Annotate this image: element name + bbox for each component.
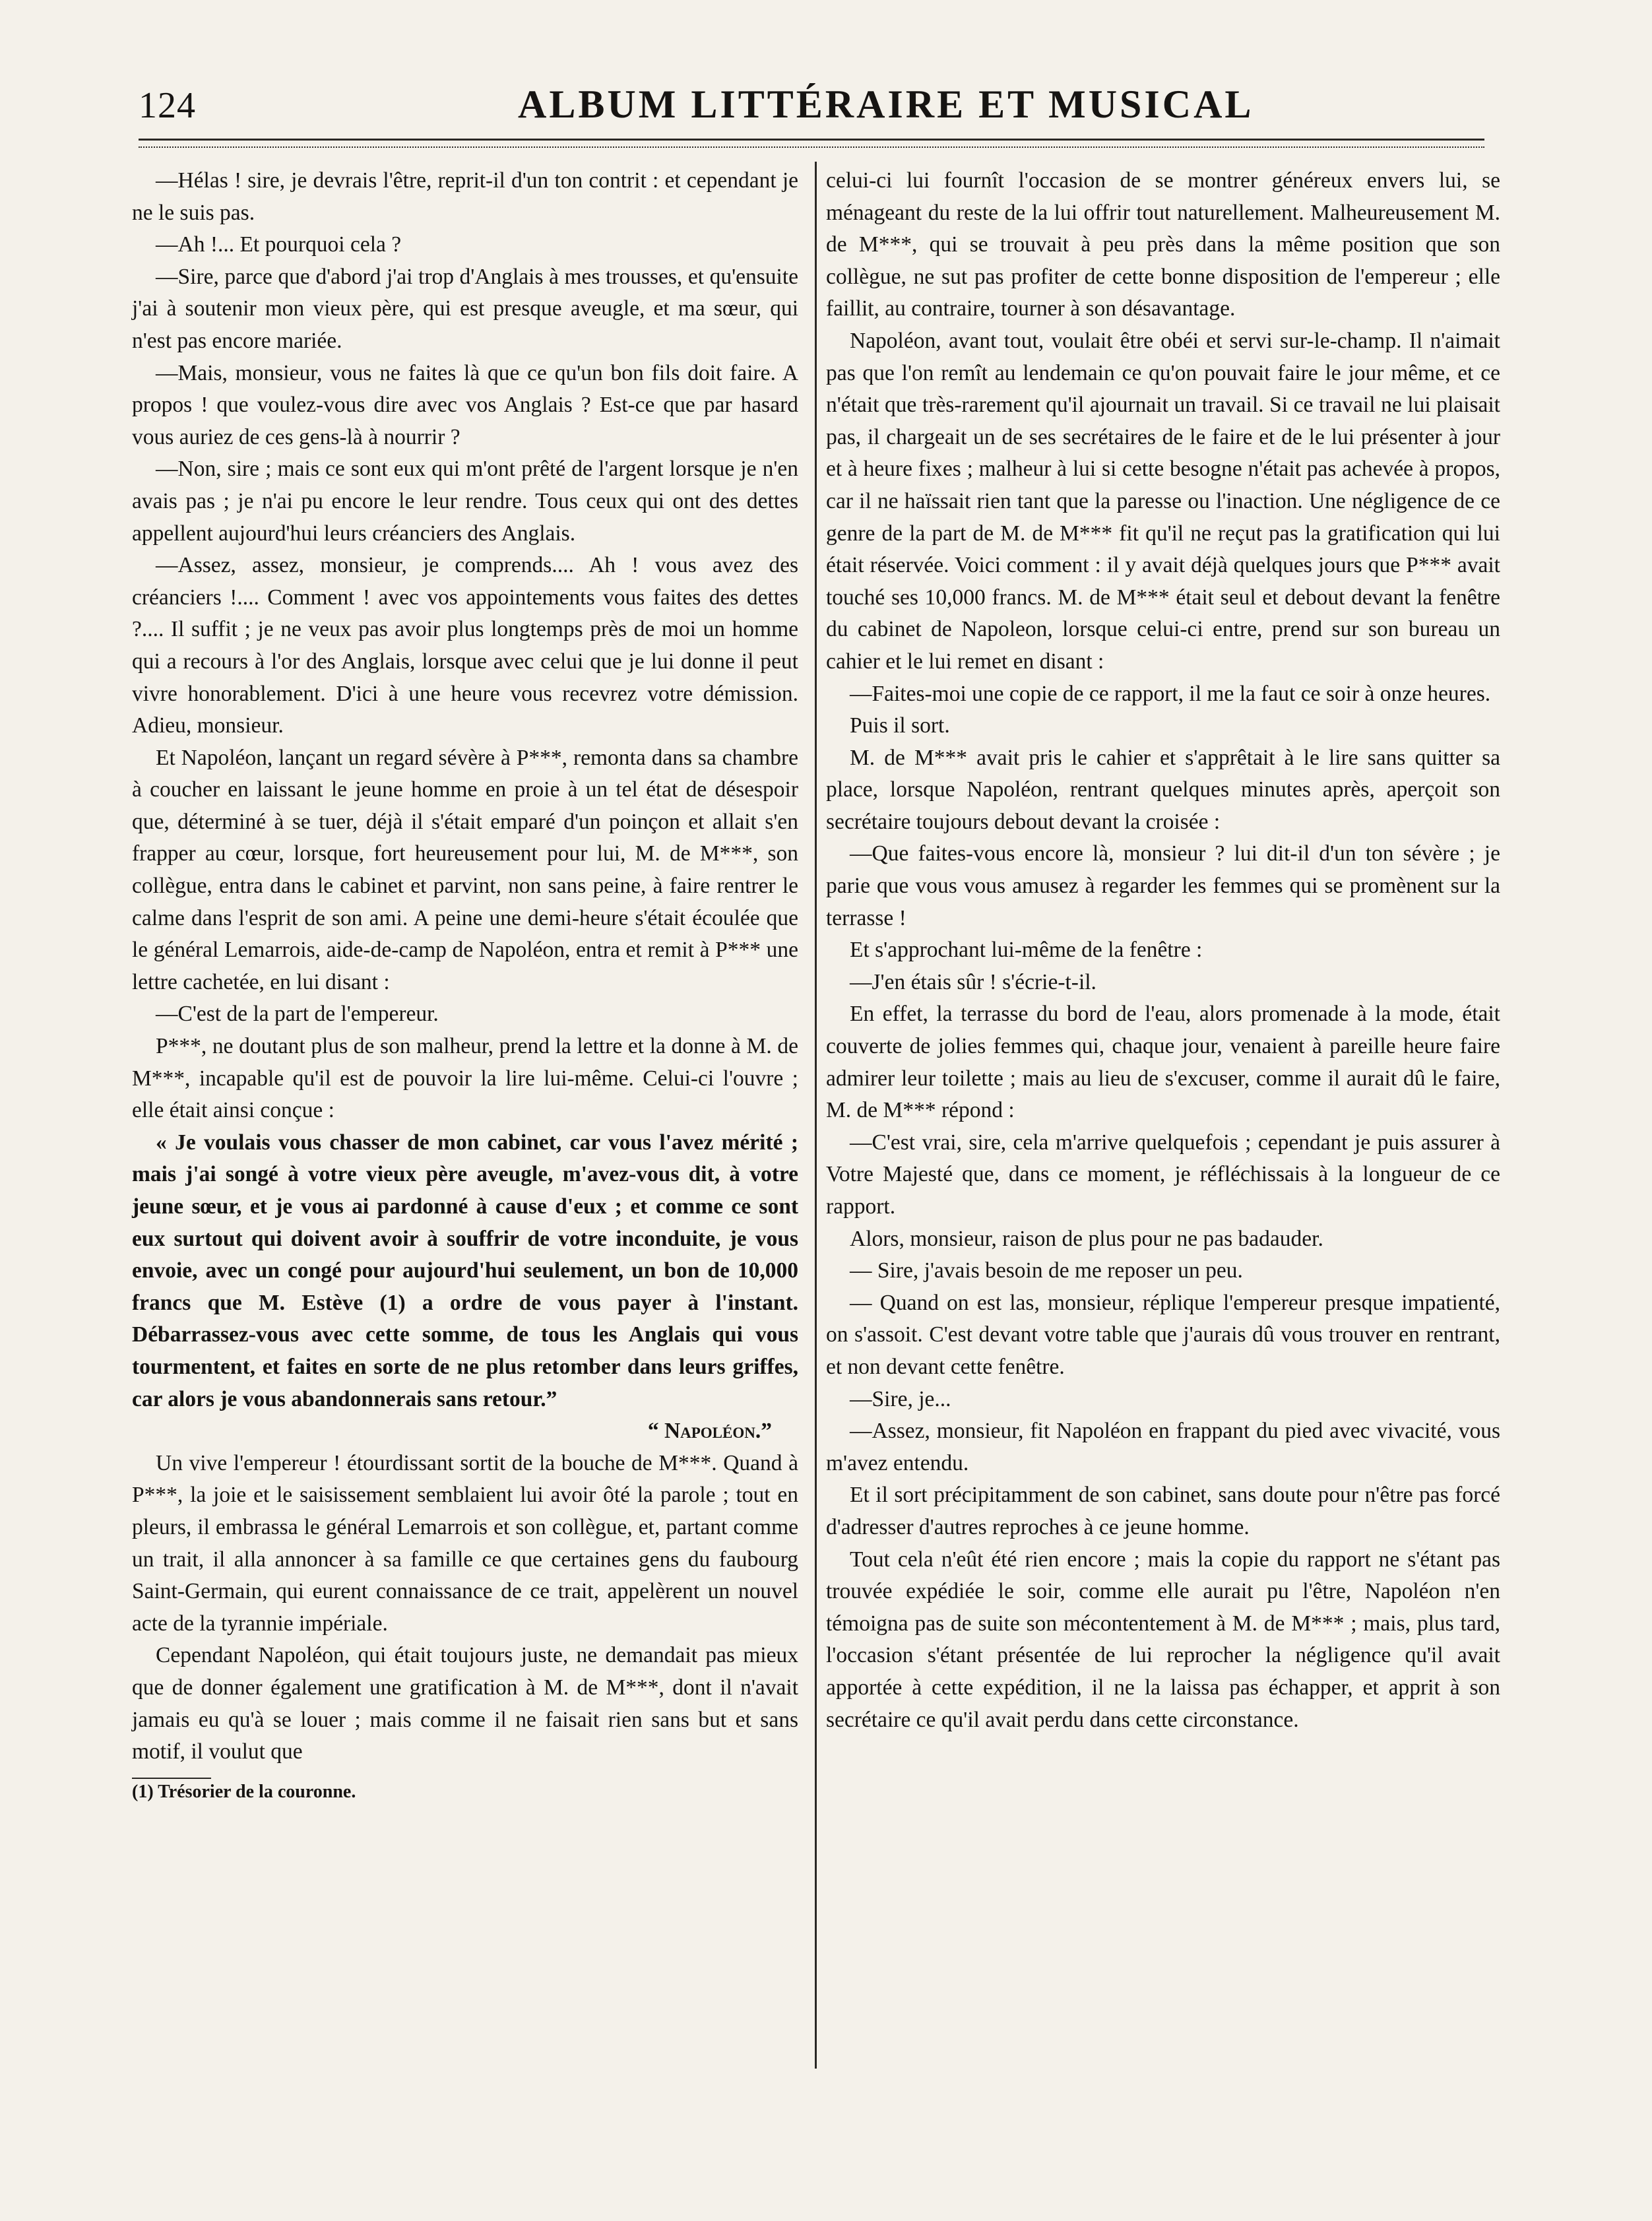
paragraph: Alors, monsieur, raison de plus pour ne pas badauder. bbox=[850, 1226, 1323, 1251]
letter-text: « Je voulais vous chasser de mon cabinet, car vous l'avez mérité ; mais j'ai songé à votre vieux père aveugle, m'avez-vous dit, à votre jeune sœur, et je vous ai pardonné à cause d'eux ; et comme ce sont eux surtout qui doivent avoir à souffrir de votre inconduite, je vous envoie, avec un congé pour aujourd'hui seulement, un bon de 10,000 francs que M. Estève (1) a ordre de vous payer à l'instant. Débarrassez-vous avec cette somme, de tous les Anglais qui vous tourmentent, et faites en sorte de ne plus retomber dans leurs griffes, car alors je vous abandonnerais sans retour.” bbox=[132, 1130, 798, 1411]
right-column bbox=[826, 165, 1500, 2052]
paragraph: En effet, la terrasse du bord de l'eau, alors promenade à la mode, était couverte de jolies femmes qui, chaque jour, venaient à pareille heure faire admirer leur toilette ; mais au lieu de s'excuser, comme il aurait dû le faire, M. de M*** répond : bbox=[826, 1002, 1500, 1123]
running-title: ALBUM LITTÉRAIRE ET MUSICAL bbox=[518, 82, 1254, 126]
paragraph: —Sire, je... bbox=[850, 1386, 951, 1411]
paragraph: —Assez, assez, monsieur, je comprends.... Ah ! vous avez des créanciers !.... Comment ! avec vos appointements vous faites des dettes ?.... Il suffit ; je ne veux pas avoir plus longtemps près de moi un homme qui a recours à l'or des Anglais, lorsque avec celui que je lui donne il peut vivre honorablement. D'ici à une heure vous recevrez votre démission. Adieu, monsieur. bbox=[132, 553, 798, 738]
paragraph: — Sire, j'avais besoin de me reposer un peu. bbox=[850, 1258, 1243, 1283]
paragraph: —Mais, monsieur, vous ne faites là que ce qu'un bon fils doit faire. A propos ! que voulez-vous dire avec vos Anglais ? Est-ce que par hasard vous auriez de ces gens-là à nourrir ? bbox=[132, 360, 798, 449]
paragraph: —Non, sire ; mais ce sont eux qui m'ont prêté de l'argent lorsque je n'en avais pas ; je n'ai pu encore le leur rendre. Tous ceux qui ont des dettes appellent aujourd'hui leurs créanciers des Anglais. bbox=[132, 457, 798, 546]
paragraph: —Sire, parce que d'abord j'ai trop d'Anglais à mes trousses, et qu'ensuite j'ai à soutenir mon vieux père, qui est presque aveugle, et ma sœur, qui n'est pas encore mariée. bbox=[132, 264, 798, 353]
paragraph: P***, ne doutant plus de son malheur, prend la lettre et la donne à M. de M***, incapable qu'il est de pouvoir la lire lui-même. Celui-ci l'ouvre ; elle était ainsi conçue : bbox=[132, 1034, 798, 1123]
paragraph: Puis il sort. bbox=[850, 713, 950, 738]
page-number: 124 bbox=[139, 85, 196, 126]
paragraph: —Ah !... Et pourquoi cela ? bbox=[156, 232, 402, 257]
header-rule bbox=[139, 139, 1484, 148]
paragraph: Et il sort précipitamment de son cabinet, sans doute pour n'être pas forcé d'adresser d'autres reproches à ce jeune homme. bbox=[826, 1483, 1500, 1539]
paragraph: —Hélas ! sire, je devrais l'être, reprit-il d'un ton contrit : et cependant je ne le suis pas. bbox=[132, 168, 798, 225]
letter-signature: “ Napoléon.” bbox=[647, 1419, 772, 1444]
paragraph: Et Napoléon, lançant un regard sévère à P***, remonta dans sa chambre à coucher en laissant le jeune homme en proie à un tel état de désespoir que, déterminé à se tuer, déjà il s'était emparé d'un poinçon et allait s'en frapper au cœur, lorsque, fort heureusement pour lui, M. de M***, son collègue, entra dans le cabinet et parvint, non sans peine, à faire rentrer le calme dans l'esprit de son ami. A peine une demi-heure s'était écoulée que le général Lemarrois, aide-de-camp de Napoléon, entra et remit à P*** une lettre cachetée, en lui disant : bbox=[132, 745, 798, 994]
left-column bbox=[132, 165, 798, 2059]
footnote: (1) Trésorier de la couronne. bbox=[132, 1781, 356, 1802]
paragraph: Napoléon, avant tout, voulait être obéi et servi sur-le-champ. Il n'aimait pas que l'on remît au lendemain ce qu'on pouvait faire le jour même, et ce n'était que très-rarement qu'il ajournait un travail. Si ce travail ne lui plaisait pas, il chargeait un de ses secrétaires de le faire et de le lui présenter à jour et à heure fixes ; malheur à lui si cette besogne n'était pas achevée à propos, car il ne haïssait rien tant que la paresse ou l'inaction. Une négligence de ce genre de la part de M. de M*** fit qu'il ne reçut pas la gratification qui lui était réservée. Voici comment : il y avait déjà quelques jours que P*** avait touché ses 10,000 francs. M. de M*** était seul et debout devant la fenêtre du cabinet de Napoleon, lorsque celui-ci entre, prend sur son bureau un cahier et le lui remet en disant : bbox=[826, 328, 1500, 674]
paragraph: —Assez, monsieur, fit Napoléon en frappant du pied avec vivacité, vous m'avez entendu. bbox=[826, 1419, 1500, 1475]
paragraph: —C'est vrai, sire, cela m'arrive quelquefois ; cependant je puis assurer à Votre Majesté que, dans ce moment, je réfléchissais à la longueur de ce rapport. bbox=[826, 1130, 1500, 1219]
column-divider bbox=[815, 162, 817, 2069]
paragraph: celui-ci lui fournît l'occasion de se montrer généreux envers lui, se ménageant du reste de la lui offrir tout naturellement. Malheureusement M. de M***, qui se trouvait à peu près dans la même position que son collègue, ne sut pas profiter de cette bonne disposition de l'empereur ; elle faillit, au contraire, tourner à son désavantage. bbox=[826, 168, 1500, 321]
paragraph: —Que faites-vous encore là, monsieur ? lui dit-il d'un ton sévère ; je parie que vous vous amusez à regarder les femmes qui se promènent sur la terrasse ! bbox=[826, 841, 1500, 930]
paragraph: —J'en étais sûr ! s'écrie-t-il. bbox=[850, 969, 1096, 994]
paragraph: Tout cela n'eût été rien encore ; mais la copie du rapport ne s'étant pas trouvée expédiée le soir, comme elle aurait pu l'être, Napoléon n'en témoigna pas de suite son mécontentement à M. de M*** ; mais, plus tard, l'occasion s'étant présentée de lui reprocher la négligence qu'il avait apportée à cette expédition, il ne la laissa pas échapper, et apprit à son secrétaire ce qu'il avait perdu dans cette circonstance. bbox=[826, 1547, 1500, 1732]
paragraph: M. de M*** avait pris le cahier et s'apprêtait à le lire sans quitter sa place, lorsque Napoléon, rentrant quelques minutes après, aperçoit son secrétaire toujours debout devant la croisée : bbox=[826, 745, 1500, 834]
paragraph: Un vive l'empereur ! étourdissant sortit de la bouche de M***. Quand à P***, la joie et le saisissement semblaient lui avoir ôté la parole ; tout en pleurs, il embrassa le général Lemarrois et son collègue, et, partant comme un trait, il alla annoncer à sa famille ce que certaines gens du faubourg Saint-Germain, qui eurent connaissance de ce trait, appelèrent un nouvel acte de la tyrannie impériale. bbox=[132, 1450, 798, 1636]
paragraph: Et s'approchant lui-même de la fenêtre : bbox=[850, 938, 1203, 963]
page-header bbox=[135, 79, 1481, 132]
paragraph: —C'est de la part de l'empereur. bbox=[156, 1002, 439, 1027]
paragraph: —Faites-moi une copie de ce rapport, il me la faut ce soir à onze heures. bbox=[850, 681, 1491, 706]
paragraph: Cependant Napoléon, qui était toujours juste, ne demandait pas mieux que de donner également une gratification à M. de M***, dont il n'avait jamais eu qu'à se louer ; mais comme il ne faisait rien sans but et sans motif, il voulut que bbox=[132, 1643, 798, 1764]
paragraph: — Quand on est las, monsieur, réplique l'empereur presque impatienté, on s'assoit. C'est devant votre table que j'aurais dû vous trouver en rentrant, et non devant cette fenêtre. bbox=[826, 1290, 1500, 1379]
